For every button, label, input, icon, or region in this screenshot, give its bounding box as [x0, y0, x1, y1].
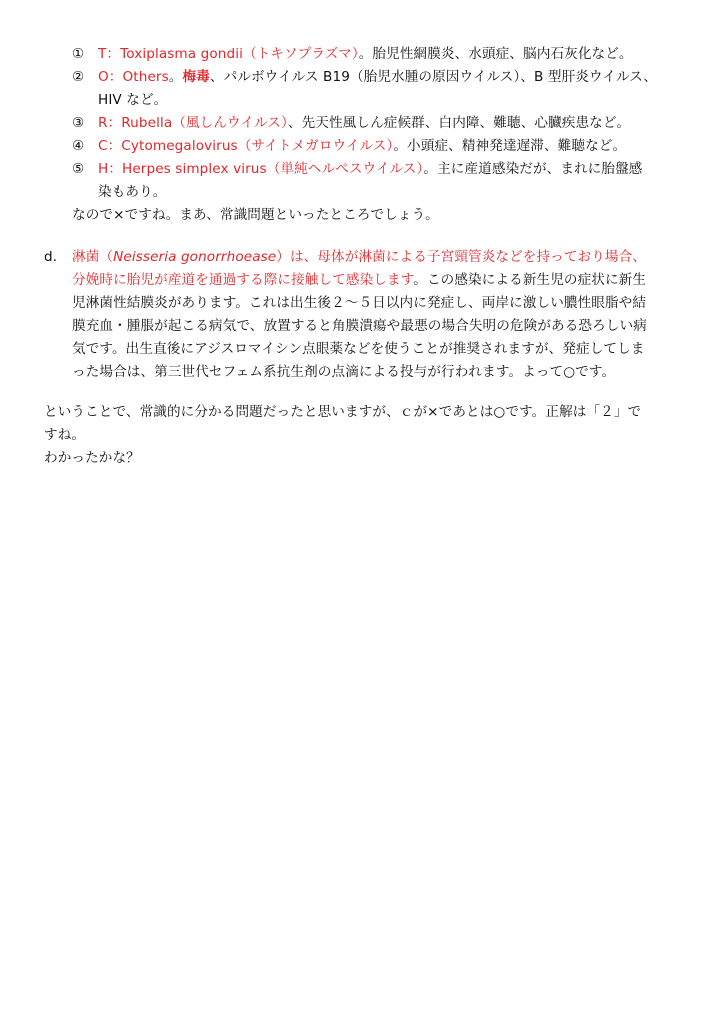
list-item-2-continuation: [98, 90, 167, 110]
section-d-line-5: 気です。出生直後にアジスロマイシン点眼薬などを使うことが推奨されますが、発症してしま: [72, 341, 645, 357]
highlight-text: ）は、母体が淋菌による子宮頸管炎などを持っており場合、: [276, 249, 647, 265]
list-text: HIV など。: [98, 92, 168, 108]
body-text: 。この感染による新生児の症状に新生: [413, 272, 647, 288]
section-d-line-3: 児淋菌性結膜炎があります。これは出生後２～５日以内に発症し、両岸に激しい膿性眼脂や結: [72, 295, 647, 311]
list-number: ④: [72, 138, 85, 154]
list-separator: 。: [168, 69, 183, 85]
list-label: H：Herpes simplex virus（単純ヘルペスウイルス）: [98, 161, 424, 177]
section-d-marker: d.: [44, 249, 58, 265]
list-text: 。胎児性網膜炎、水頭症、脳内石灰化など。: [358, 46, 633, 62]
list-item-5: [72, 159, 643, 179]
section-d-line-4: 膜充血・腫脹が起こる病気で、放置すると角膜潰瘍や最悪の場合失明の危険がある恐ろしい病: [72, 318, 647, 334]
section-d-line-6: った場合は、第三世代セフェム系抗生剤の点滴による投与が行われます。よって○です。: [72, 364, 616, 380]
list-text: 、パルボウイルス B19（胎児水腫の原因ウイルス）、B 型肝炎ウイルス、: [209, 69, 658, 85]
highlight-text: 淋菌（: [72, 249, 114, 265]
list-item-2: [72, 67, 657, 87]
list-number: ①: [72, 46, 85, 62]
species-name: Neisseria gonorrhoease: [113, 249, 277, 265]
list-number: ③: [72, 115, 85, 131]
highlight-text: 分娩時に胎児が産道を通過する際に接触して感染します: [72, 272, 414, 288]
list-text: 染もあり。: [98, 184, 167, 200]
list-label: R：Rubella（風しんウイルス）: [98, 115, 288, 131]
list-number: ⑤: [72, 161, 85, 177]
list-text: 、先天性風しん症候群、白内障、難聴、心臓疾患など。: [287, 115, 631, 131]
list-label: C：Cytomegalovirus（サイトメガロウイルス）: [98, 138, 394, 154]
list-item-4: [72, 136, 626, 156]
list-item-3: [72, 113, 630, 133]
list-number: ②: [72, 69, 85, 85]
list-label: T：Toxiplasma gondii（トキソプラズマ）: [98, 46, 359, 62]
summary-line-3: わかったかな？: [44, 450, 140, 466]
section-d-line-1: [72, 247, 646, 267]
summary-line-1: ということで、常識的に分かる問題だったと思いますが、ｃが×であとは○です。正解は「２」で: [44, 404, 642, 420]
list-text: 。主に産道感染だが、まれに胎盤感: [423, 161, 643, 177]
list-label-bold: 梅毒: [182, 69, 210, 85]
list-text: 。小頭症、精神発達遅滞、難聴など。: [393, 138, 627, 154]
summary-line-2: すね。: [44, 427, 86, 443]
section-d-line-2: [72, 270, 646, 290]
conclusion-c: なので×ですね。まあ、常識問題といったところでしょう。: [72, 207, 439, 223]
list-item-1: [72, 44, 633, 64]
list-label: O：Others: [98, 69, 169, 85]
list-item-5-continuation: [98, 182, 166, 202]
